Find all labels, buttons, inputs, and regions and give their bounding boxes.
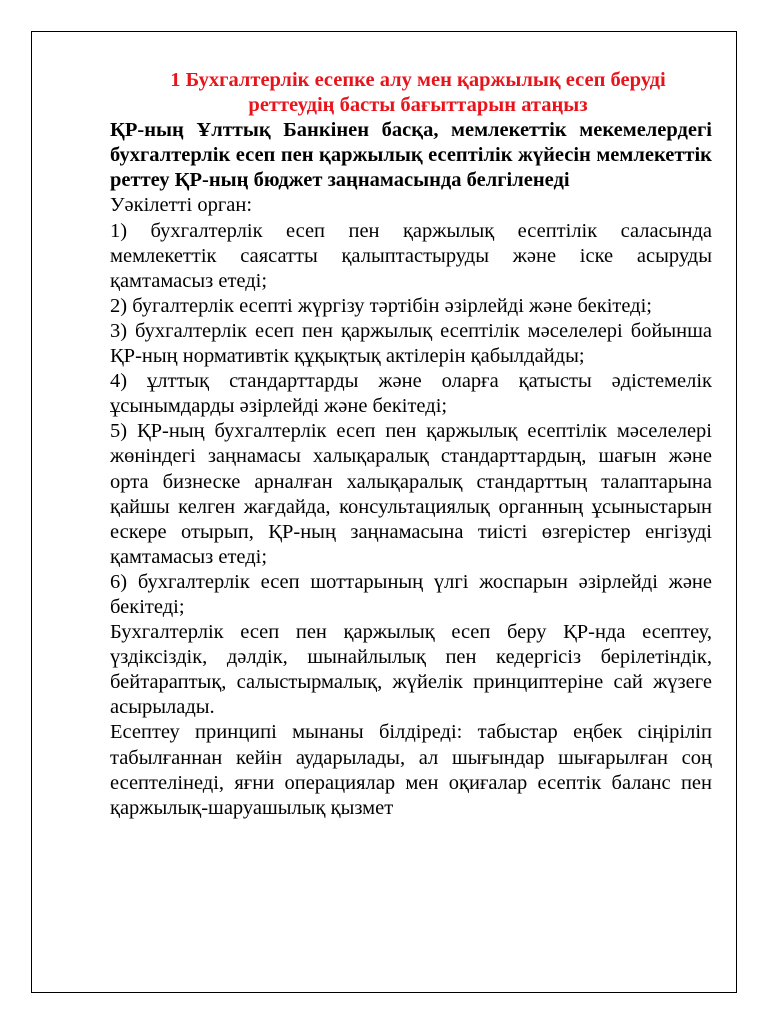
lead-paragraph: ҚР-ның Ұлттық Банкінен басқа, мемлекеттік мекемелердегі бухгалтерлік есеп пен қаржылық есептілік жүйесін мемлекеттік реттеу ҚР-ның бюджет заңнамасында белгіленеді [110, 119, 712, 192]
list-item: 5) ҚР-ның бухгалтерлік есеп пен қаржылық есептілік мәселелері жөніндегі заңнамасы халықаралық стандарттардың, шағын және орта бизнеске арналған халықаралық стандарттың талаптарына қайшы келген жағдайда, консультациялық органның ұсыныстарын ескере отырып, ҚР-ның заңнамасына тиісті өзгерістер енгізуді қамтамасыз етеді; [110, 420, 712, 568]
list-item: 1) бухгалтерлік есеп пен қаржылық есептілік саласында мемлекеттік саясатты қалыптастыруды және іске асыруды қамтамасыз етеді; [110, 219, 712, 292]
list-item: 6) бухгалтерлік есеп шоттарының үлгі жоспарын әзірлейді және бекітеді; [110, 570, 712, 618]
title-line-1: 1 Бухгалтерлік есепке алу мен қаржылық есеп беруді [170, 69, 666, 91]
accrual-paragraph: Есептеу принципі мынаны білдіреді: табыстар еңбек сіңіріліп табылғаннан кейін аударылады, ал шығындар шығарылған соң есептелінеді, яғни операциялар мен оқиғалар есептік баланс пен қаржылық-шаруашылық қызмет [110, 721, 712, 819]
authority-label: Уәкілетті орган: [110, 194, 253, 217]
list-item: 4) ұлттық стандарттарды және оларға қатысты әдістемелік ұсынымдарды әзірлейді және бекітеді; [110, 370, 712, 418]
list-item: 3) бухгалтерлік есеп пен қаржылық есептілік мәселелері бойынша ҚР-ның нормативтік құқықтық актілерін қабылдайды; [110, 319, 712, 368]
page-title [110, 68, 712, 118]
document-body [110, 68, 712, 821]
principles-paragraph: Бухгалтерлік есеп пен қаржылық есеп беру ҚР-нда есептеу, үздіксіздік, дәлдік, шынайлылық пен кедергісіз берілетіндік, бейтараптық, салыстырмалық, жүйелік принциптеріне сай жүзеге асырылады. [110, 621, 712, 719]
title-line-2: реттеудің басты бағыттарын атаңыз [248, 94, 588, 117]
list-item: 2) бугалтерлік есепті жүргізу тәртібін әзірлейді және бекітеді; [110, 294, 652, 317]
